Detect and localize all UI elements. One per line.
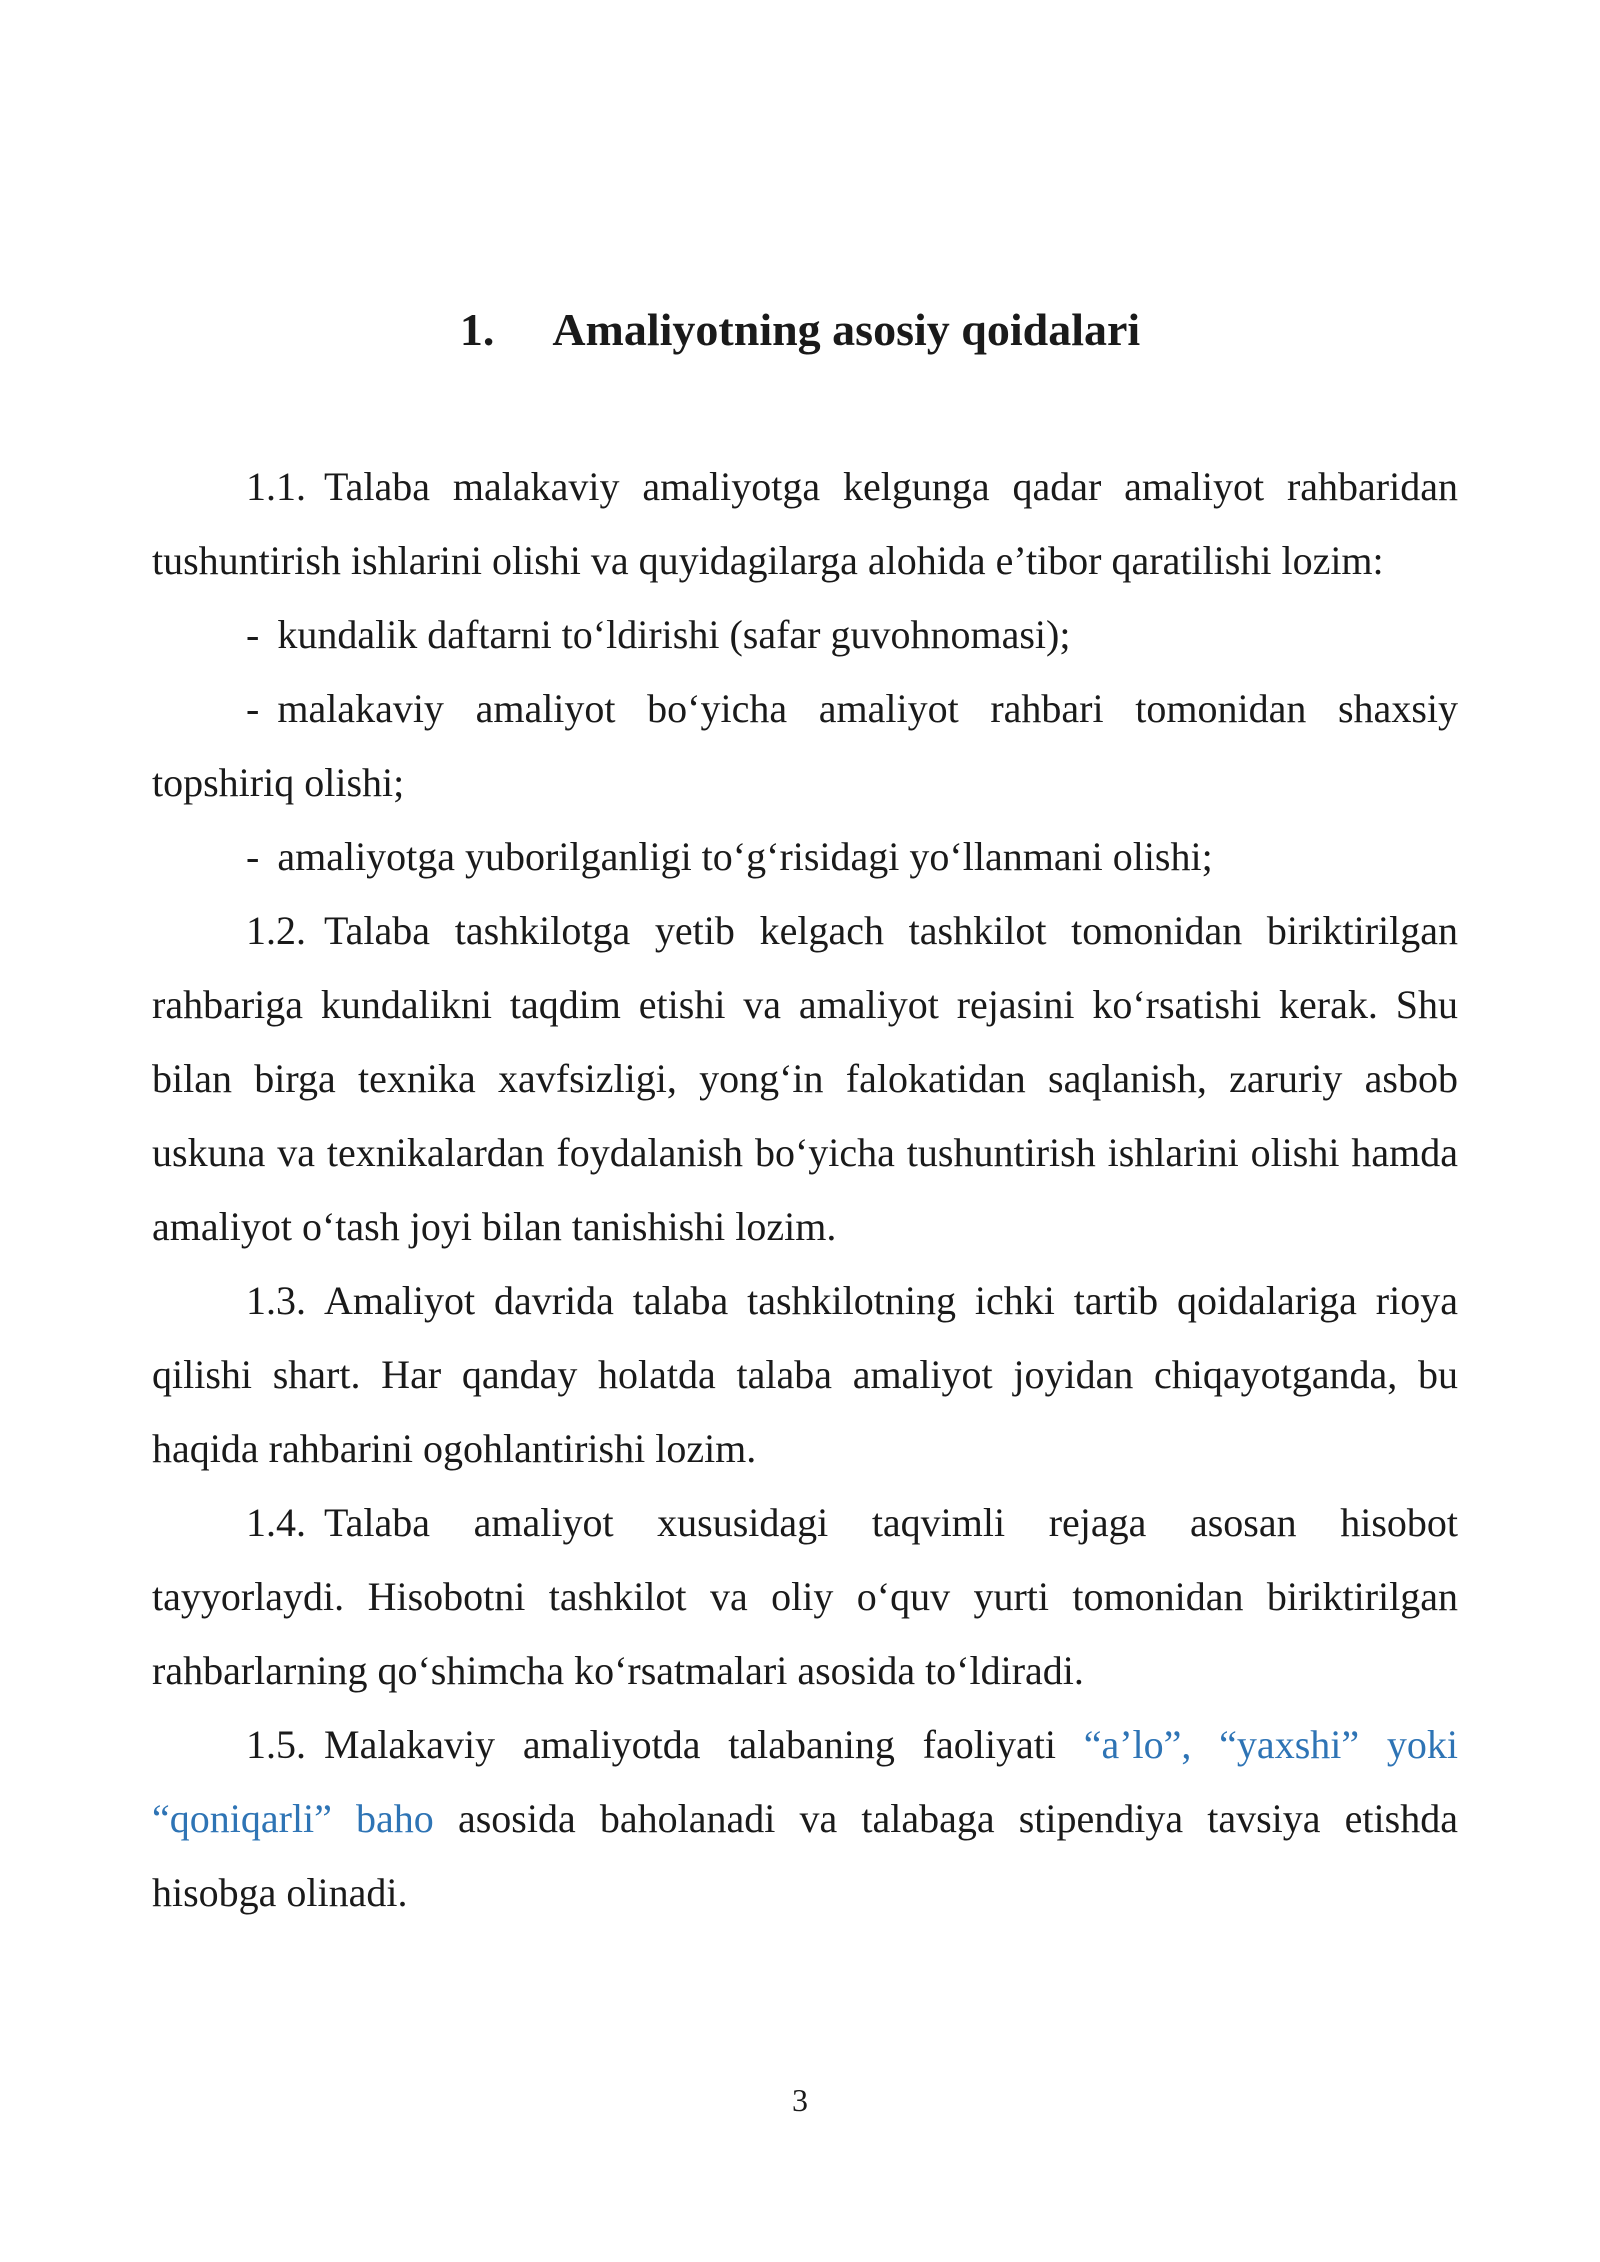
- document-body: [152, 450, 1458, 1930]
- paragraph-text: Amaliyot davrida talaba tashkilotning ichki tartib qoidalariga rioya qilishi shart. Har qanday holatda talaba amaliyot joyidan chiqayotganda, bu haqida rahbarini ogohlantirishi lozim.: [152, 1278, 1458, 1471]
- paragraph-1-2: [152, 894, 1458, 1264]
- section-heading-number: 1.: [459, 304, 495, 355]
- paragraph-number: 1.3.: [246, 1278, 306, 1323]
- paragraph-text: Talaba tashkilotga yetib kelgach tashkilot tomonidan biriktirilgan rahbariga kundalikni taqdim etishi va amaliyot rejasini ko‘rsatishi kerak. Shu bilan birga texnika xavfsizligi, yong‘in falokatidan saqlanish, zaruriy asbob uskuna va texnikalardan foydalanish bo‘yicha tushuntirish ishlarini olishi hamda amaliyot o‘tash joyi bilan tanishishi lozim.: [152, 908, 1458, 1249]
- bullet-dash: -: [246, 686, 260, 731]
- bullet-dash: -: [246, 612, 260, 657]
- section-heading: [0, 300, 1600, 360]
- grade-highlight: “a’lo”, “yaxshi” yoki “qoniqarli” baho: [152, 1722, 1458, 1841]
- paragraph-text: Talaba amaliyot xususidagi taqvimli rejaga asosan hisobot tayyorlaydi. Hisobotni tashkilot va oliy o‘quv yurti tomonidan biriktirilgan rahbarlarning qo‘shimcha ko‘rsatmalari asosida to‘ldiradi.: [152, 1500, 1458, 1693]
- bullet-text: kundalik daftarni to‘ldirishi (safar guvohnomasi);: [277, 612, 1071, 657]
- paragraph-text: asosida baholanadi va talabaga stipendiya tavsiya etishda hisobga olinadi.: [152, 1796, 1458, 1915]
- bullet-item: [152, 672, 1458, 820]
- bullet-text: amaliyotga yuborilganligi to‘g‘risidagi yo‘llanmani olishi;: [277, 834, 1213, 879]
- paragraph-1-5: [152, 1708, 1458, 1930]
- paragraph-1-3: [152, 1264, 1458, 1486]
- bullet-item: [152, 820, 1458, 894]
- bullet-dash: -: [246, 834, 260, 879]
- paragraph-text: Talaba malakaviy amaliyotga kelgunga qadar amaliyot rahbaridan tushuntirish ishlarini olishi va quyidagilarga alohida e’tibor qaratilishi lozim:: [152, 464, 1458, 583]
- bullet-text: malakaviy amaliyot bo‘yicha amaliyot rahbari tomonidan shaxsiy topshiriq olishi;: [152, 686, 1458, 805]
- bullet-item: [152, 598, 1458, 672]
- page-number: 3: [792, 2082, 808, 2118]
- paragraph-number: 1.4.: [246, 1500, 306, 1545]
- paragraph-number: 1.2.: [246, 908, 306, 953]
- paragraph-1-1: [152, 450, 1458, 598]
- paragraph-number: 1.1.: [246, 464, 306, 509]
- paragraph-text: Malakaviy amaliyotda talabaning faoliyati: [324, 1722, 1084, 1767]
- paragraph-number: 1.5.: [246, 1722, 306, 1767]
- paragraph-1-4: [152, 1486, 1458, 1708]
- section-heading-title: Amaliyotning asosiy qoidalari: [552, 304, 1141, 355]
